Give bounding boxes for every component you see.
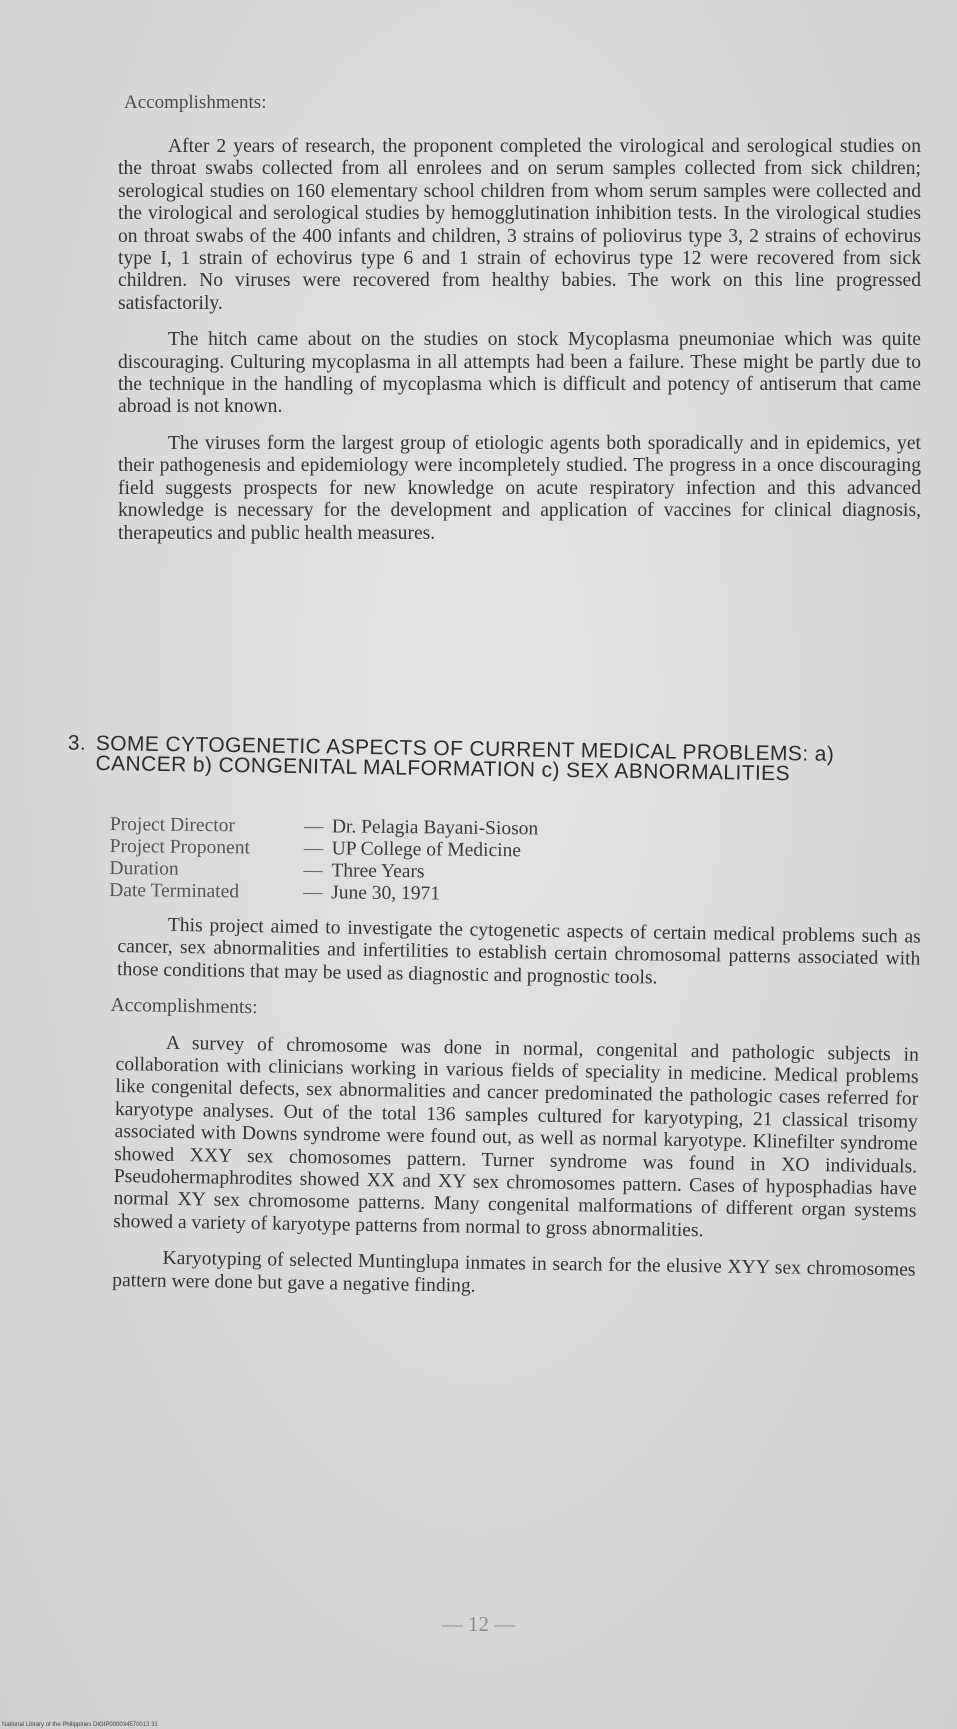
project-details bbox=[109, 814, 730, 908]
duration-value: Three Years bbox=[331, 860, 425, 883]
detail-dash: — bbox=[303, 882, 323, 904]
date-terminated-value: June 30, 1971 bbox=[331, 882, 441, 905]
top-text-block bbox=[118, 136, 921, 559]
library-credit: National Library of the Philippines DIGIP000034570013 31 bbox=[2, 1722, 158, 1728]
paragraph-virology-results: After 2 years of research, the proponent completed the virological and serological studies on the throat swabs collected from all enrolees and on serum samples collected from sick children; serological studies on 160 elementary school children from whom serum samples were collected and the virological and serological studies by hemogglutination inhibition tests. In the virological studies on throat swabs of the 400 infants and children, 3 strains of poliovirus type 3, 2 strains of echovirus type I, 1 strain of echovirus type 6 and 1 strain of echovirus type 12 were recovered from sick children. No viruses were recovered from healthy babies. The work on this line progressed satisfactorily. bbox=[118, 136, 921, 314]
bottom-text-block bbox=[112, 914, 921, 1319]
section-3-title bbox=[67, 731, 908, 786]
project-proponent-value: UP College of Medicine bbox=[331, 838, 522, 862]
project-director-label: Project Director bbox=[109, 814, 236, 837]
paragraph-mycoplasma: The hitch came about on the studies on stock Mycoplasma pneumoniae which was quite discouraging. Culturing mycoplasma in all attempts had been a failure. These might be partly due to the technique in the handling of mycoplasma which is difficult and potency of antiserum that came abroad is not known. bbox=[118, 329, 921, 418]
accomplishments-heading-2: Accomplishments: bbox=[110, 995, 258, 1019]
section-number: 3. bbox=[67, 731, 87, 755]
duration-label: Duration bbox=[109, 857, 179, 880]
paragraph-chromosome-survey: A survey of chromosome was done in normal, congenital and pathologic subjects in collaboration with clinicians working in various fields of speciality in medicine. Medical problems like congenital defects, sex abnormalities and cancer predominated the pathologic cases referred for karyotype analyses. Out of the total 136 samples cultured for karyotyping, 21 classical trisomy associated with Downs syndrome were found out, as well as normal karyotype. Klinefilter syndrome showed XXY sex chomosomes pattern. Turner syndrome was found in XO individuals. Pseudohermaphrodites showed XX and XY sex chromosomes pattern. Cases of hyposphadias have normal XY sex chromosome patterns. Many congenital malformations of different organ systems showed a variety of karyotype patterns from normal to gross abnormalities. bbox=[113, 1032, 920, 1242]
section-title-text: SOME CYTOGENETIC ASPECTS OF CURRENT MEDICAL PROBLEMS: a) CANCER b) CONGENITAL MALFORMATION c) SEX ABNORMALITIES bbox=[95, 732, 835, 786]
project-proponent-label: Project Proponent bbox=[109, 835, 251, 859]
detail-dash: — bbox=[303, 860, 324, 882]
accomplishments-heading: Accomplishments: bbox=[124, 92, 267, 113]
paragraph-project-aim: This project aimed to investigate the cytogenetic aspects of certain medical problems such as cancer, sex abnormalities and infertilities to establish certain chromosomal patterns associated with those conditions that may be used as diagnostic and prognostic tools. bbox=[116, 914, 921, 989]
detail-dash: — bbox=[303, 838, 324, 860]
project-director-value: Dr. Pelagia Bayani-Sioson bbox=[331, 816, 539, 840]
page-number: — 12 — bbox=[441, 1612, 516, 1636]
paragraph-karyotyping: Karyotyping of selected Muntinglupa inmates in search for the elusive XYY sex chromosomes pattern were done but gave a negative finding. bbox=[112, 1248, 916, 1297]
paragraph-viruses-etiology: The viruses form the largest group of etiologic agents both sporadically and in epidemics, yet their pathogenesis and epidemiology were incompletely studied. The progress in a once discouraging field suggests prospects for new knowledge on acute respiratory infection and this advanced knowledge is necessary for the development and application of vaccines for clinical diagnosis, therapeutics and public health measures. bbox=[118, 432, 921, 544]
date-terminated-label: Date Terminated bbox=[109, 879, 240, 903]
detail-dash: — bbox=[303, 816, 324, 838]
